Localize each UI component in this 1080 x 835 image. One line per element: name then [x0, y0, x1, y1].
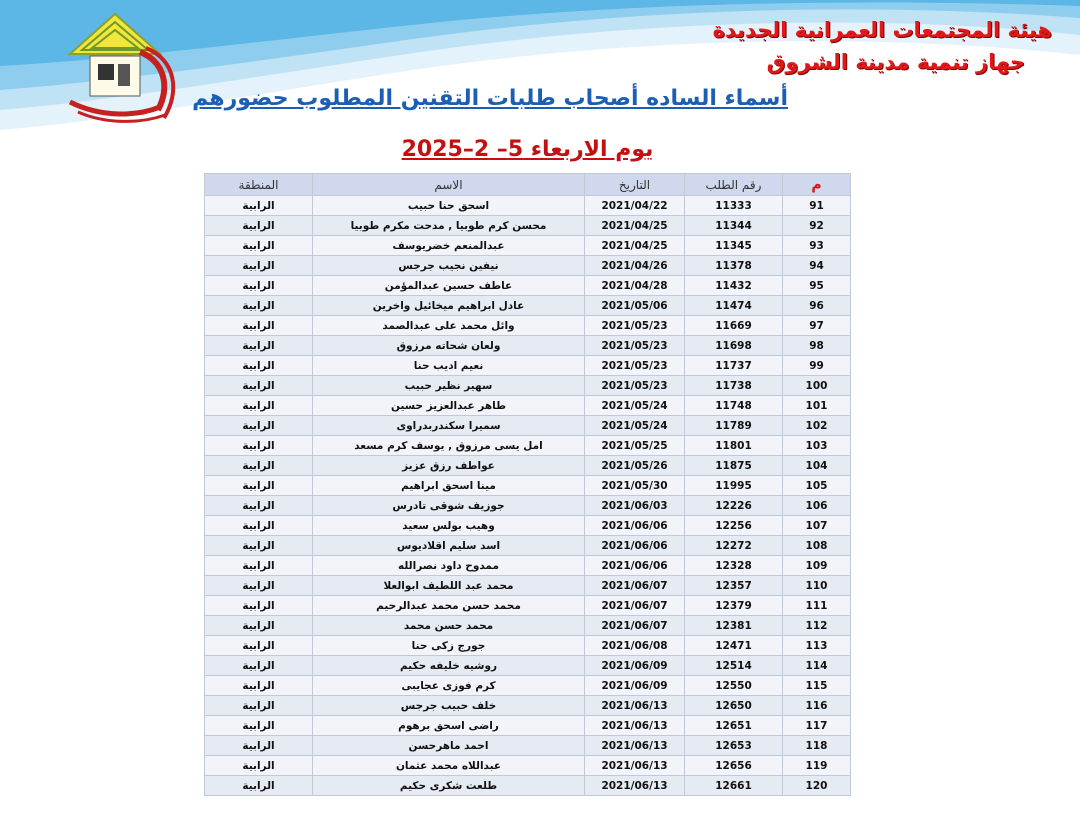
applicant-name-cell: روشيه خليفه حكيم: [313, 656, 585, 676]
request-number-cell: 11789: [685, 416, 783, 436]
row-number-cell: 100: [783, 376, 851, 396]
request-number-cell: 12550: [685, 676, 783, 696]
applicant-name-cell: جوزيف شوقى تادرس: [313, 496, 585, 516]
table-row: [205, 376, 851, 396]
row-number-cell: 114: [783, 656, 851, 676]
row-number-cell: 110: [783, 576, 851, 596]
row-number-cell: 116: [783, 696, 851, 716]
applicant-name-cell: نيفين نجيب جرجس: [313, 256, 585, 276]
request-number-cell: 11995: [685, 476, 783, 496]
region-cell: الرابية: [205, 296, 313, 316]
request-number-cell: 11737: [685, 356, 783, 376]
request-number-cell: 11801: [685, 436, 783, 456]
table-row: [205, 476, 851, 496]
applicant-name-cell: اسحق حنا حبيب: [313, 196, 585, 216]
request-number-cell: 12381: [685, 616, 783, 636]
request-number-cell: 12256: [685, 516, 783, 536]
organization-branch: جهاز تنمية مدينة الشروق: [766, 50, 1025, 74]
request-date-cell: 2021/06/06: [585, 536, 685, 556]
row-number-cell: 106: [783, 496, 851, 516]
applicants-table: [204, 173, 851, 796]
applicant-name-cell: جورج زكى حنا: [313, 636, 585, 656]
request-number-cell: 12328: [685, 556, 783, 576]
row-number-cell: 96: [783, 296, 851, 316]
row-number-cell: 92: [783, 216, 851, 236]
column-header-date: التاريخ: [585, 174, 685, 196]
request-number-cell: 11698: [685, 336, 783, 356]
request-date-cell: 2021/05/06: [585, 296, 685, 316]
row-number-cell: 115: [783, 676, 851, 696]
request-date-cell: 2021/04/28: [585, 276, 685, 296]
applicant-name-cell: عاطف حسين عبدالمؤمن: [313, 276, 585, 296]
request-date-cell: 2021/06/13: [585, 716, 685, 736]
row-number-cell: 107: [783, 516, 851, 536]
region-cell: الرابية: [205, 676, 313, 696]
request-number-cell: 11432: [685, 276, 783, 296]
applicant-name-cell: ولعان شحاته مرزوق: [313, 336, 585, 356]
request-date-cell: 2021/05/23: [585, 376, 685, 396]
table-row: [205, 636, 851, 656]
table-row: [205, 456, 851, 476]
request-date-cell: 2021/06/09: [585, 656, 685, 676]
request-number-cell: 12650: [685, 696, 783, 716]
row-number-cell: 93: [783, 236, 851, 256]
organization-name: هيئة المجتمعات العمرانية الجديدة: [712, 18, 1052, 42]
row-number-cell: 112: [783, 616, 851, 636]
row-number-cell: 119: [783, 756, 851, 776]
table-row: [205, 656, 851, 676]
table-row: [205, 396, 851, 416]
applicant-name-cell: مينا اسحق ابراهيم: [313, 476, 585, 496]
table-row: [205, 696, 851, 716]
applicant-name-cell: نعيم اديب حنا: [313, 356, 585, 376]
applicant-name-cell: ممدوح داود نصرالله: [313, 556, 585, 576]
request-date-cell: 2021/05/30: [585, 476, 685, 496]
region-cell: الرابية: [205, 316, 313, 336]
region-cell: الرابية: [205, 496, 313, 516]
region-cell: الرابية: [205, 476, 313, 496]
table-row: [205, 256, 851, 276]
row-number-cell: 103: [783, 436, 851, 456]
table-row: [205, 316, 851, 336]
table-row: [205, 416, 851, 436]
region-cell: الرابية: [205, 636, 313, 656]
request-date-cell: 2021/05/25: [585, 436, 685, 456]
region-cell: الرابية: [205, 376, 313, 396]
row-number-cell: 91: [783, 196, 851, 216]
applicant-name-cell: عادل ابراهيم ميخائيل واخرين: [313, 296, 585, 316]
row-number-cell: 101: [783, 396, 851, 416]
request-number-cell: 12357: [685, 576, 783, 596]
page-title: أسماء الساده أصحاب طلبات التقنين المطلوب حضورهم: [192, 86, 788, 111]
table-row: [205, 276, 851, 296]
request-date-cell: 2021/04/25: [585, 216, 685, 236]
table-row: [205, 616, 851, 636]
applicant-name-cell: اسد سليم اقلاديوس: [313, 536, 585, 556]
request-date-cell: 2021/05/23: [585, 336, 685, 356]
row-number-cell: 109: [783, 556, 851, 576]
request-number-cell: 12471: [685, 636, 783, 656]
request-number-cell: 11474: [685, 296, 783, 316]
applicant-name-cell: محسن كرم طوبيا , مدحت مكرم طوبيا: [313, 216, 585, 236]
request-number-cell: 12514: [685, 656, 783, 676]
region-cell: الرابية: [205, 236, 313, 256]
applicant-name-cell: سهير نظير حبيب: [313, 376, 585, 396]
applicant-name-cell: محمد عبد اللطيف ابوالعلا: [313, 576, 585, 596]
region-cell: الرابية: [205, 656, 313, 676]
request-number-cell: 11875: [685, 456, 783, 476]
table-row: [205, 216, 851, 236]
request-number-cell: 12651: [685, 716, 783, 736]
table-row: [205, 776, 851, 796]
region-cell: الرابية: [205, 256, 313, 276]
applicant-name-cell: سميرا سكندربدراوى: [313, 416, 585, 436]
table-row: [205, 576, 851, 596]
request-date-cell: 2021/05/26: [585, 456, 685, 476]
request-number-cell: 12656: [685, 756, 783, 776]
region-cell: الرابية: [205, 616, 313, 636]
region-cell: الرابية: [205, 336, 313, 356]
region-cell: الرابية: [205, 736, 313, 756]
request-number-cell: 12272: [685, 536, 783, 556]
applicant-name-cell: راضى اسحق برهوم: [313, 716, 585, 736]
request-number-cell: 11378: [685, 256, 783, 276]
request-date-cell: 2021/06/06: [585, 516, 685, 536]
meeting-date-subtitle: يوم الاربعاء 5– 2–2025: [401, 137, 654, 162]
request-date-cell: 2021/06/07: [585, 576, 685, 596]
request-date-cell: 2021/06/13: [585, 696, 685, 716]
applicant-name-cell: كرم فوزى عجايبى: [313, 676, 585, 696]
row-number-cell: 111: [783, 596, 851, 616]
applicant-name-cell: وائل محمد على عبدالصمد: [313, 316, 585, 336]
region-cell: الرابية: [205, 576, 313, 596]
request-date-cell: 2021/04/22: [585, 196, 685, 216]
request-date-cell: 2021/05/23: [585, 356, 685, 376]
row-number-cell: 102: [783, 416, 851, 436]
row-number-cell: 95: [783, 276, 851, 296]
request-number-cell: 11344: [685, 216, 783, 236]
applicant-name-cell: عبداللاه محمد عثمان: [313, 756, 585, 776]
region-cell: الرابية: [205, 696, 313, 716]
request-number-cell: 11748: [685, 396, 783, 416]
request-date-cell: 2021/05/24: [585, 396, 685, 416]
region-cell: الرابية: [205, 516, 313, 536]
applicant-name-cell: محمد حسن محمد: [313, 616, 585, 636]
row-number-cell: 117: [783, 716, 851, 736]
row-number-cell: 113: [783, 636, 851, 656]
request-date-cell: 2021/06/09: [585, 676, 685, 696]
request-number-cell: 12661: [685, 776, 783, 796]
request-date-cell: 2021/06/03: [585, 496, 685, 516]
table-row: [205, 716, 851, 736]
row-number-cell: 98: [783, 336, 851, 356]
row-number-cell: 105: [783, 476, 851, 496]
request-number-cell: 11333: [685, 196, 783, 216]
applicant-name-cell: عواطف رزق عزيز: [313, 456, 585, 476]
region-cell: الرابية: [205, 416, 313, 436]
column-header-name: الاسم: [313, 174, 585, 196]
request-date-cell: 2021/06/13: [585, 736, 685, 756]
table-row: [205, 516, 851, 536]
table-row: [205, 536, 851, 556]
table-row: [205, 296, 851, 316]
table-header-row: [205, 174, 851, 196]
region-cell: الرابية: [205, 216, 313, 236]
region-cell: الرابية: [205, 756, 313, 776]
applicant-name-cell: محمد حسن محمد عبدالرحيم: [313, 596, 585, 616]
request-date-cell: 2021/06/07: [585, 596, 685, 616]
column-header-number: م: [783, 174, 851, 196]
region-cell: الرابية: [205, 536, 313, 556]
region-cell: الرابية: [205, 776, 313, 796]
row-number-cell: 97: [783, 316, 851, 336]
authority-logo: [60, 12, 180, 127]
table-row: [205, 196, 851, 216]
request-date-cell: 2021/04/25: [585, 236, 685, 256]
request-date-cell: 2021/06/08: [585, 636, 685, 656]
request-date-cell: 2021/06/07: [585, 616, 685, 636]
applicant-name-cell: طلعت شكرى حكيم: [313, 776, 585, 796]
request-number-cell: 11345: [685, 236, 783, 256]
request-date-cell: 2021/06/13: [585, 776, 685, 796]
row-number-cell: 120: [783, 776, 851, 796]
table-row: [205, 436, 851, 456]
region-cell: الرابية: [205, 456, 313, 476]
region-cell: الرابية: [205, 716, 313, 736]
request-date-cell: 2021/06/06: [585, 556, 685, 576]
request-date-cell: 2021/05/24: [585, 416, 685, 436]
request-date-cell: 2021/05/23: [585, 316, 685, 336]
request-number-cell: 12379: [685, 596, 783, 616]
table-row: [205, 336, 851, 356]
request-number-cell: 11669: [685, 316, 783, 336]
region-cell: الرابية: [205, 436, 313, 456]
applicant-name-cell: خلف حبيب جرجس: [313, 696, 585, 716]
table-row: [205, 756, 851, 776]
region-cell: الرابية: [205, 396, 313, 416]
table-row: [205, 596, 851, 616]
row-number-cell: 104: [783, 456, 851, 476]
region-cell: الرابية: [205, 276, 313, 296]
request-date-cell: 2021/06/13: [585, 756, 685, 776]
row-number-cell: 94: [783, 256, 851, 276]
row-number-cell: 108: [783, 536, 851, 556]
table-row: [205, 556, 851, 576]
region-cell: الرابية: [205, 596, 313, 616]
row-number-cell: 118: [783, 736, 851, 756]
region-cell: الرابية: [205, 356, 313, 376]
applicant-name-cell: احمد ماهرحسن: [313, 736, 585, 756]
table-row: [205, 496, 851, 516]
table-row: [205, 356, 851, 376]
applicant-name-cell: عبدالمنعم خضريوسف: [313, 236, 585, 256]
column-header-region: المنطقة: [205, 174, 313, 196]
applicant-name-cell: وهيب بولس سعيد: [313, 516, 585, 536]
table-row: [205, 736, 851, 756]
column-header-request-number: رقم الطلب: [685, 174, 783, 196]
table-row: [205, 676, 851, 696]
region-cell: الرابية: [205, 556, 313, 576]
applicant-name-cell: طاهر عبدالعزيز حسين: [313, 396, 585, 416]
applicant-name-cell: امل يسى مرزوق , يوسف كرم مسعد: [313, 436, 585, 456]
request-number-cell: 11738: [685, 376, 783, 396]
request-number-cell: 12653: [685, 736, 783, 756]
request-number-cell: 12226: [685, 496, 783, 516]
region-cell: الرابية: [205, 196, 313, 216]
table-row: [205, 236, 851, 256]
row-number-cell: 99: [783, 356, 851, 376]
request-date-cell: 2021/04/26: [585, 256, 685, 276]
